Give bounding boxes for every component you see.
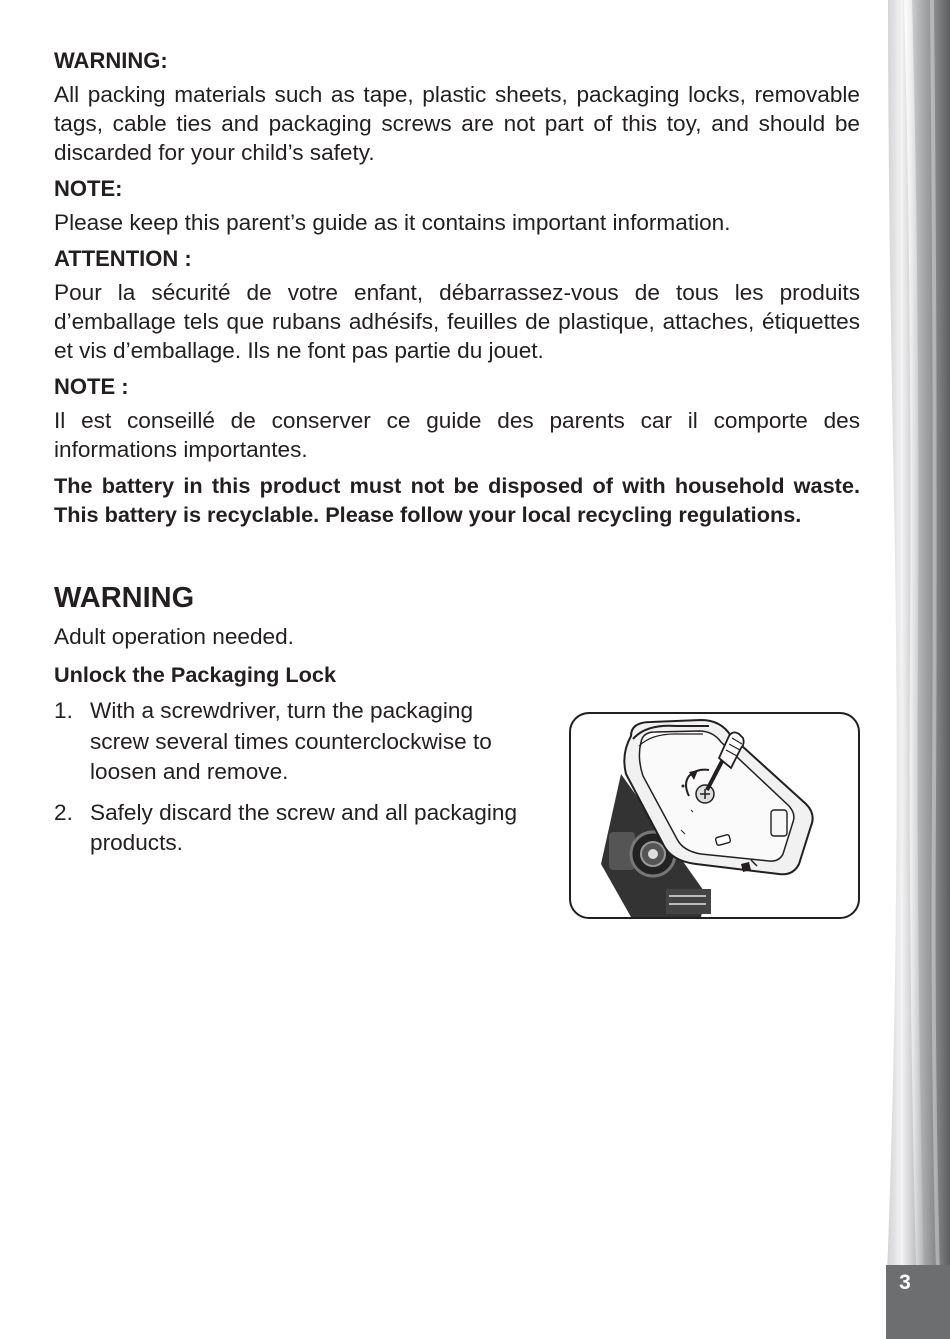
step-number: 2. [54,799,73,825]
warning-heading: WARNING [54,582,195,614]
attention-text: Pour la sécurité de votre enfant, débarrassez-vous de tous les produits d’emballage tels que rubans adhésifs, feuilles de plastique, attaches, étiquettes et vis d’emballage. Ils ne font pas partie du jouet. [54,280,860,363]
packaging-lock-figure [569,712,860,919]
note-text: Please keep this parent’s guide as it contains important information. [54,210,731,235]
step-number: 1. [54,698,73,723]
warning-text: All packing materials such as tape, plastic sheets, packaging locks, removable tags, cable ties and packaging screws are not part of this toy, and should be discarded for your child’s safety. [54,82,860,165]
battery-notice: The battery in this product must not be disposed of with household waste. This battery is recyclable. Please follow your local recycling regulations. [54,473,860,527]
warning-label: WARNING: [54,48,168,73]
note-fr-text: Il est conseillé de conserver ce guide des parents car il comporte des informations importantes. [54,408,860,462]
step-item [54,696,534,788]
page-number: 3 [899,1271,911,1294]
steps-list [54,696,534,859]
step-text: With a screwdriver, turn the packaging screw several times counterclockwise to loosen and remove. [90,698,492,784]
attention-label: ATTENTION : [54,246,192,271]
note-fr-label: NOTE : [54,374,129,399]
side-decoration [882,0,950,1339]
note-label: NOTE: [54,176,123,201]
step-item [54,798,534,859]
unlock-heading: Unlock the Packaging Lock [54,662,337,687]
adult-operation-text: Adult operation needed. [54,624,294,649]
step-text: Safely discard the screw and all packaging products. [90,799,518,855]
packaging-lock-illustration-icon [571,714,858,917]
